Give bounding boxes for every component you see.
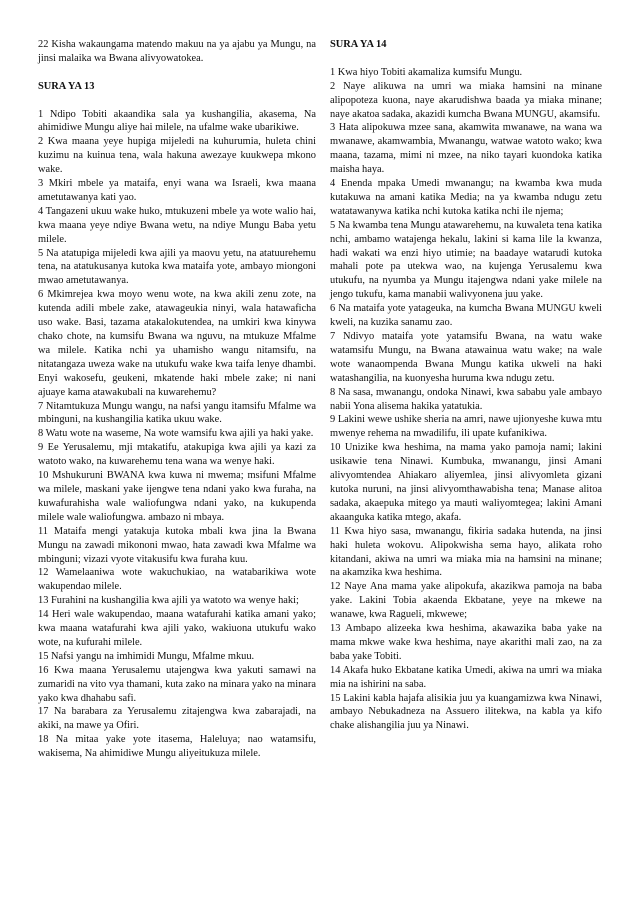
verse: 7 Ndivyo mataifa yote yatamsifu Bwana, na watu wake watamsifu Mungu, na Bwana atawainua watu wake; na wale wote wanaompenda Bwana Mungu katika ukweli na haki watashangilia, na kuonyesha huruma kwa ndugu zetu. <box>330 331 602 384</box>
chapter-heading: SURA YA 13 <box>38 80 95 92</box>
verse: 5 Na atatupiga mijeledi kwa ajili ya maovu yetu, na atatuurehemu tena, na atatukusanya kutoka kwa mataifa yote, ambayo miongoni mwao ametutawanya. <box>38 247 316 287</box>
verse: 12 Naye Ana mama yake alipokufa, akazikwa pamoja na baba yake. Lakini Tobia akaenda Ekbatane, yeye na mkewe na wanawe, kwa Ragueli, mkwewe; <box>330 581 602 621</box>
verse: 5 Na kwamba tena Mungu atawarehemu, na kuwaleta tena katika nchi, ambamo watajenga hekalu, lakini si kama lile la kwanza, hadi wakati wa enzi hiyo utimie; na baadaye watarudi kutoka mahali pote pa utekwa wao, na kujenga Yerusalemu kwa utukufu, na nyumba ya Mungu itajengwa ndani yake milele na jengo tukufu, kama manabii walivyonena juu yake. <box>330 219 602 301</box>
verse: 10 Unizike kwa heshima, na mama yako pamoja nami; lakini usikawie tena Ninawi. Kumbuka, mwanangu, jinsi Amani alivyomtendea Ahiakaro aliyemlea, jinsi alivyomleta gizani kutoka nuruni, na jinsi alivyomthawabisha tena; Manase alitoa sadaka, akaepuka mitego ya mauti waliyomtegea; lakini Amani akaanguka katika mtego, akafa. <box>330 442 602 523</box>
verse: 2 Kwa maana yeye hupiga mijeledi na kuhurumia, huleta chini kuzimu na kuinua tena, wala hakuna awezaye kuukwepa mkono wake. <box>38 136 316 176</box>
verse: 4 Tangazeni ukuu wake huko, mtukuzeni mbele ya wote walio hai, kwa maana yeye ndiye Bwana wetu, na ndiye Mungu Baba yetu milele. <box>38 205 316 245</box>
verse: 9 Ee Yerusalemu, mji mtakatifu, atakupiga kwa ajili ya kazi za watoto wako, na kuwarehemu tena wana wa wenye haki. <box>38 442 316 468</box>
verse: 18 Na mitaa yake yote itasema, Haleluya; nao watamsifu, wakisema, Na ahimidiwe Mungu aliyeitukuza milele. <box>38 734 316 760</box>
verse: 22 Kisha wakaungama matendo makuu na ya ajabu ya Mungu, na jinsi malaika wa Bwana alivyowatokea. <box>38 39 316 64</box>
verse: 7 Nitamtukuza Mungu wangu, na nafsi yangu itamsifu Mfalme wa mbinguni, na kushangilia katika ukuu wake. <box>38 400 316 426</box>
verse: 14 Heri wale wakupendao, maana watafurahi katika amani yako; kwa maana watafurahi kwa ajili yako, wakiuona utukufu wako wote, na kufurahi milele. <box>38 609 316 648</box>
verse: 11 Kwa hiyo sasa, mwanangu, fikiria sadaka hutenda, na jinsi haki huleta wokovu. Alipokwisha sema hayo, alikata roho kitandani, akiwa na umri wa miaka mia na hamsini na minane; na akamzika kwa heshima. <box>330 525 602 579</box>
verse: 2 Naye alikuwa na umri wa miaka hamsini na minane alipopoteza kuona, naye akarudishwa baada ya miaka minane; naye akatoa sadaka, akazidi kumcha Bwana MUNGU, akamsifu. <box>330 80 602 120</box>
verse: 9 Lakini wewe ushike sheria na amri, nawe ujionyeshe kuwa mtu mwenye rehema na mwadilifu, ili upate kufanikiwa. <box>330 414 602 440</box>
verse: 15 Nafsi yangu na imhimidi Mungu, Mfalme mkuu. <box>38 650 255 662</box>
left-column <box>38 38 316 761</box>
verse: 13 Furahini na kushangilia kwa ajili ya watoto wa wenye haki; <box>38 595 299 607</box>
right-column <box>330 38 602 733</box>
verse: 8 Na sasa, mwanangu, ondoka Ninawi, kwa sababu yale ambayo nabii Yona alisema hakika yatatukia. <box>330 386 602 412</box>
verse: 3 Hata alipokuwa mzee sana, akamwita mwanawe, na wana wa mwanawe, akamwambia, Mwanangu, watwae watoto wako; kwa maana, tazama, mimi ni mzee, na niko tayari kuondoka katika maisha haya. <box>330 122 602 176</box>
verse: 8 Watu wote na waseme, Na wote wamsifu kwa ajili ya haki yake. <box>38 428 314 440</box>
spacer <box>38 94 316 108</box>
verse: 14 Akafa huko Ekbatane katika Umedi, akiwa na umri wa miaka mia na ishirini na saba. <box>330 664 602 690</box>
spacer <box>38 66 316 80</box>
chapter-heading: SURA YA 14 <box>330 39 387 50</box>
verse: 4 Enenda mpaka Umedi mwanangu; na kwamba kwa muda kutakuwa na amani katika Media; na ya kwamba ndugu zetu watatawanywa katika nchi kutoka katika nchi ile njema; <box>330 178 602 217</box>
verse: 17 Na barabara za Yerusalemu zitajengwa kwa zabarajadi, na akiki, na mawe ya Ofiri. <box>38 706 316 732</box>
verse: 11 Mataifa mengi yatakuja kutoka mbali kwa jina la Bwana Mungu na zawadi mikononi mwao, hata zawadi kwa Mfalme wa mbinguni; vizazi vyote vitakusifu kwa furaha kuu. <box>38 525 316 565</box>
verse: 10 Mshukuruni BWANA kwa kuwa ni mwema; msifuni Mfalme wa milele, maskani yake ijengwe tena ndani yako kwa furaha, na kuwafurahisha wale waliofungwa ndani yako, na kukupenda milele wale waliofungwa. ambazo ni mbaya. <box>38 470 316 523</box>
verse: 1 Ndipo Tobiti akaandika sala ya kushangilia, akasema, Na ahimidiwe Mungu aliye hai milele, na ufalme wake ubarikiwe. <box>38 108 316 134</box>
verse: 13 Ambapo alizeeka kwa heshima, akawazika baba yake na mama mkwe wake kwa heshima, naye akarithi mali zao, na za baba yake Tobiti. <box>330 623 602 662</box>
verse: 3 Mkiri mbele ya mataifa, enyi wana wa Israeli, kwa maana ametutawanya kati yao. <box>38 178 316 203</box>
verse: 1 Kwa hiyo Tobiti akamaliza kumsifu Mungu. <box>330 66 523 78</box>
verse: 6 Na mataifa yote yatageuka, na kumcha Bwana MUNGU kweli kweli, na kuzika sanamu zao. <box>330 303 602 329</box>
verse: 6 Mkimrejea kwa moyo wenu wote, na kwa akili zenu zote, na kutenda adili mbele zake, atawageukia ninyi, wala hatawaficha uso wake. Basi, tazama atakalokutendea, na umkiri kwa kinywa chako chote, na kumsifu Bwana wa nguvu, na mtukuze Mfalme wa milele. Katika nchi ya uhamisho wangu nitamsifu, na nitatangaza uweza wake na utukufu wake kwa taifa lenye dhambi. Enyi wakosefu, geukeni, mkatende haki mbele zake; ni nani ajuaye kama atawakubali na kuwarehemu? <box>38 289 316 398</box>
verse: 16 Kwa maana Yerusalemu utajengwa kwa yakuti samawi na zumaridi na vito vya thamani, kuta zako na minara yako na minara yako kwa dhahabu safi. <box>38 664 316 704</box>
verse: 12 Wamelaaniwa wote wakuchukiao, na watabarikiwa wote wakupendao milele. <box>38 567 316 593</box>
verse: 15 Lakini kabla hajafa alisikia juu ya kuangamizwa kwa Ninawi, ambayo Nebukadneza na Assuero ilitekwa, na kabla ya kifo chake alishangilia juu ya Ninawi. <box>330 692 602 732</box>
spacer <box>330 52 602 66</box>
